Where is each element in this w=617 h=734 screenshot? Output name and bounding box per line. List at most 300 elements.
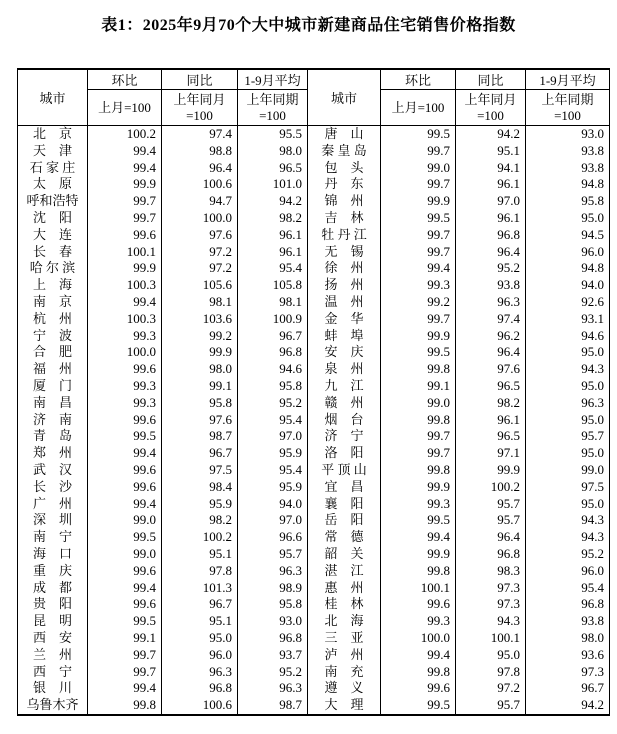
value-cell: 100.0 xyxy=(381,630,456,647)
value-cell: 96.0 xyxy=(526,563,610,580)
city-cell: 惠 州 xyxy=(308,580,381,597)
value-cell: 96.3 xyxy=(238,563,308,580)
subheader-yoy-line2: =100 xyxy=(477,107,504,123)
header-yoy-right: 同比 xyxy=(456,69,526,90)
city-cell: 牡 丹 江 xyxy=(308,227,381,244)
value-cell: 99.0 xyxy=(526,462,610,479)
subheader-yoy-line2: =100 xyxy=(186,107,213,123)
value-cell: 100.1 xyxy=(381,580,456,597)
value-cell: 95.9 xyxy=(238,445,308,462)
value-cell: 98.0 xyxy=(526,630,610,647)
value-cell: 96.7 xyxy=(238,328,308,345)
value-cell: 98.3 xyxy=(456,563,526,580)
value-cell: 99.6 xyxy=(88,479,162,496)
value-cell: 97.6 xyxy=(456,361,526,378)
value-cell: 97.4 xyxy=(162,126,238,143)
value-cell: 99.6 xyxy=(88,462,162,479)
value-cell: 95.4 xyxy=(238,412,308,429)
table-row xyxy=(18,680,610,697)
city-cell: 遵 义 xyxy=(308,680,381,697)
city-cell: 昆 明 xyxy=(18,613,88,630)
value-cell: 93.8 xyxy=(526,160,610,177)
value-cell: 92.6 xyxy=(526,294,610,311)
value-cell: 96.0 xyxy=(162,647,238,664)
subheader-avg-line2: =100 xyxy=(554,107,581,123)
value-cell: 94.1 xyxy=(456,160,526,177)
value-cell: 99.7 xyxy=(381,244,456,261)
value-cell: 96.2 xyxy=(456,328,526,345)
value-cell: 94.2 xyxy=(238,193,308,210)
city-cell: 烟 台 xyxy=(308,412,381,429)
value-cell: 96.7 xyxy=(162,445,238,462)
city-cell: 韶 关 xyxy=(308,546,381,563)
value-cell: 93.7 xyxy=(238,647,308,664)
subheader-avg-right xyxy=(526,90,610,126)
table-title: 表1：2025年9月70个大中城市新建商品住宅销售价格指数 xyxy=(101,17,516,34)
header-mom-right: 环比 xyxy=(381,69,456,90)
value-cell: 99.8 xyxy=(381,462,456,479)
table-row xyxy=(18,244,610,261)
value-cell: 94.3 xyxy=(526,529,610,546)
value-cell: 100.1 xyxy=(456,630,526,647)
value-cell: 94.0 xyxy=(526,277,610,294)
value-cell: 96.5 xyxy=(238,160,308,177)
value-cell: 96.8 xyxy=(162,680,238,697)
value-cell: 99.6 xyxy=(88,563,162,580)
value-cell: 99.5 xyxy=(381,126,456,143)
value-cell: 99.1 xyxy=(162,378,238,395)
city-cell: 赣 州 xyxy=(308,395,381,412)
value-cell: 96.7 xyxy=(526,680,610,697)
value-cell: 96.8 xyxy=(456,227,526,244)
value-cell: 103.6 xyxy=(162,311,238,328)
value-cell: 99.5 xyxy=(88,428,162,445)
value-cell: 97.5 xyxy=(162,462,238,479)
value-cell: 99.4 xyxy=(88,496,162,513)
city-cell: 南 充 xyxy=(308,664,381,681)
value-cell: 94.3 xyxy=(526,512,610,529)
value-cell: 95.2 xyxy=(238,664,308,681)
city-cell: 乌鲁木齐 xyxy=(18,697,88,715)
value-cell: 96.8 xyxy=(238,630,308,647)
value-cell: 99.3 xyxy=(88,378,162,395)
value-cell: 100.2 xyxy=(162,529,238,546)
value-cell: 95.7 xyxy=(238,546,308,563)
value-cell: 98.0 xyxy=(238,143,308,160)
value-cell: 99.5 xyxy=(381,697,456,715)
city-cell: 哈 尔 滨 xyxy=(18,260,88,277)
value-cell: 97.8 xyxy=(162,563,238,580)
value-cell: 99.1 xyxy=(381,378,456,395)
value-cell: 94.7 xyxy=(162,193,238,210)
value-cell: 99.9 xyxy=(456,462,526,479)
value-cell: 98.8 xyxy=(162,143,238,160)
table-row xyxy=(18,630,610,647)
city-cell: 杭 州 xyxy=(18,311,88,328)
value-cell: 99.4 xyxy=(88,680,162,697)
value-cell: 94.5 xyxy=(526,227,610,244)
value-cell: 95.7 xyxy=(456,512,526,529)
table-row xyxy=(18,210,610,227)
table-row xyxy=(18,529,610,546)
city-cell: 常 德 xyxy=(308,529,381,546)
city-cell: 南 京 xyxy=(18,294,88,311)
value-cell: 100.1 xyxy=(88,244,162,261)
value-cell: 95.0 xyxy=(162,630,238,647)
table-row xyxy=(18,445,610,462)
city-cell: 郑 州 xyxy=(18,445,88,462)
table-row xyxy=(18,311,610,328)
table-row xyxy=(18,596,610,613)
city-cell: 天 津 xyxy=(18,143,88,160)
value-cell: 100.2 xyxy=(88,126,162,143)
city-cell: 呼和浩特 xyxy=(18,193,88,210)
value-cell: 99.8 xyxy=(88,697,162,715)
table-row xyxy=(18,193,610,210)
value-cell: 96.1 xyxy=(456,176,526,193)
city-cell: 济 南 xyxy=(18,412,88,429)
value-cell: 99.6 xyxy=(381,680,456,697)
value-cell: 99.5 xyxy=(88,529,162,546)
value-cell: 99.7 xyxy=(381,311,456,328)
value-cell: 99.8 xyxy=(381,563,456,580)
city-cell: 重 庆 xyxy=(18,563,88,580)
value-cell: 95.1 xyxy=(162,546,238,563)
table-row xyxy=(18,126,610,143)
value-cell: 94.3 xyxy=(456,613,526,630)
value-cell: 95.8 xyxy=(238,378,308,395)
subheader-yoy-left xyxy=(162,90,238,126)
city-cell: 泉 州 xyxy=(308,361,381,378)
table-row xyxy=(18,563,610,580)
table-row xyxy=(18,227,610,244)
value-cell: 94.2 xyxy=(456,126,526,143)
value-cell: 98.7 xyxy=(162,428,238,445)
city-cell: 银 川 xyxy=(18,680,88,697)
value-cell: 99.8 xyxy=(381,361,456,378)
value-cell: 97.6 xyxy=(162,227,238,244)
value-cell: 99.9 xyxy=(162,344,238,361)
value-cell: 99.0 xyxy=(381,160,456,177)
value-cell: 100.9 xyxy=(238,311,308,328)
city-cell: 洛 阳 xyxy=(308,445,381,462)
city-cell: 泸 州 xyxy=(308,647,381,664)
city-cell: 海 口 xyxy=(18,546,88,563)
city-cell: 沈 阳 xyxy=(18,210,88,227)
value-cell: 95.0 xyxy=(526,496,610,513)
value-cell: 99.3 xyxy=(381,277,456,294)
table-row xyxy=(18,613,610,630)
city-cell: 岳 阳 xyxy=(308,512,381,529)
value-cell: 95.8 xyxy=(238,596,308,613)
subheader-avg-line1: 上年同期 xyxy=(246,92,299,108)
value-cell: 95.9 xyxy=(162,496,238,513)
value-cell: 96.1 xyxy=(238,227,308,244)
value-cell: 98.7 xyxy=(238,697,308,715)
table-row xyxy=(18,546,610,563)
table-row xyxy=(18,647,610,664)
table-row xyxy=(18,697,610,715)
city-cell: 贵 阳 xyxy=(18,596,88,613)
value-cell: 95.7 xyxy=(526,428,610,445)
value-cell: 99.2 xyxy=(162,328,238,345)
table-row xyxy=(18,378,610,395)
value-cell: 95.1 xyxy=(456,143,526,160)
value-cell: 99.7 xyxy=(88,210,162,227)
value-cell: 93.1 xyxy=(526,311,610,328)
price-index-table xyxy=(17,68,610,716)
subheader-mom-left: 上月=100 xyxy=(88,90,162,126)
city-cell: 合 肥 xyxy=(18,344,88,361)
table-row xyxy=(18,428,610,445)
table-row xyxy=(18,328,610,345)
value-cell: 96.8 xyxy=(238,344,308,361)
city-cell: 广 州 xyxy=(18,496,88,513)
city-cell: 锦 州 xyxy=(308,193,381,210)
value-cell: 99.4 xyxy=(381,260,456,277)
value-cell: 98.2 xyxy=(456,395,526,412)
table-row xyxy=(18,479,610,496)
value-cell: 99.4 xyxy=(88,294,162,311)
value-cell: 99.9 xyxy=(88,176,162,193)
value-cell: 99.9 xyxy=(381,479,456,496)
value-cell: 96.3 xyxy=(526,395,610,412)
city-cell: 襄 阳 xyxy=(308,496,381,513)
city-cell: 西 安 xyxy=(18,630,88,647)
subheader-avg-line1: 上年同期 xyxy=(541,92,594,108)
value-cell: 98.9 xyxy=(238,580,308,597)
value-cell: 100.6 xyxy=(162,176,238,193)
value-cell: 96.4 xyxy=(456,529,526,546)
value-cell: 97.6 xyxy=(162,412,238,429)
value-cell: 99.7 xyxy=(88,647,162,664)
city-cell: 湛 江 xyxy=(308,563,381,580)
value-cell: 98.1 xyxy=(238,294,308,311)
value-cell: 95.4 xyxy=(238,260,308,277)
value-cell: 95.5 xyxy=(238,126,308,143)
city-cell: 福 州 xyxy=(18,361,88,378)
city-cell: 丹 东 xyxy=(308,176,381,193)
value-cell: 100.3 xyxy=(88,311,162,328)
value-cell: 97.4 xyxy=(456,311,526,328)
value-cell: 95.1 xyxy=(162,613,238,630)
city-cell: 南 宁 xyxy=(18,529,88,546)
table-row xyxy=(18,580,610,597)
header-yoy-left: 同比 xyxy=(162,69,238,90)
value-cell: 98.1 xyxy=(162,294,238,311)
city-cell: 厦 门 xyxy=(18,378,88,395)
value-cell: 99.4 xyxy=(381,647,456,664)
table-header xyxy=(18,69,610,126)
value-cell: 100.6 xyxy=(162,697,238,715)
value-cell: 96.1 xyxy=(238,244,308,261)
subheader-mom-right: 上月=100 xyxy=(381,90,456,126)
value-cell: 95.7 xyxy=(456,697,526,715)
table-row xyxy=(18,496,610,513)
header-mom-left: 环比 xyxy=(88,69,162,90)
city-cell: 桂 林 xyxy=(308,596,381,613)
value-cell: 93.0 xyxy=(238,613,308,630)
subheader-yoy-line1: 上年同月 xyxy=(464,92,517,108)
city-cell: 上 海 xyxy=(18,277,88,294)
city-cell: 北 京 xyxy=(18,126,88,143)
table-row xyxy=(18,344,610,361)
value-cell: 95.0 xyxy=(526,445,610,462)
city-cell: 安 庆 xyxy=(308,344,381,361)
value-cell: 99.5 xyxy=(381,344,456,361)
city-cell: 大 理 xyxy=(308,697,381,715)
value-cell: 99.3 xyxy=(88,328,162,345)
city-cell: 吉 林 xyxy=(308,210,381,227)
table-row xyxy=(18,395,610,412)
value-cell: 93.8 xyxy=(526,143,610,160)
value-cell: 99.5 xyxy=(381,210,456,227)
value-cell: 93.6 xyxy=(526,647,610,664)
value-cell: 99.3 xyxy=(381,613,456,630)
value-cell: 95.4 xyxy=(238,462,308,479)
value-cell: 95.0 xyxy=(526,412,610,429)
value-cell: 97.0 xyxy=(238,512,308,529)
value-cell: 96.3 xyxy=(238,680,308,697)
value-cell: 99.7 xyxy=(88,664,162,681)
city-cell: 南 昌 xyxy=(18,395,88,412)
value-cell: 95.0 xyxy=(526,210,610,227)
value-cell: 97.2 xyxy=(162,260,238,277)
value-cell: 101.3 xyxy=(162,580,238,597)
table-row xyxy=(18,143,610,160)
table-row xyxy=(18,160,610,177)
value-cell: 99.7 xyxy=(381,227,456,244)
value-cell: 94.2 xyxy=(526,697,610,715)
value-cell: 94.0 xyxy=(238,496,308,513)
value-cell: 99.4 xyxy=(88,445,162,462)
value-cell: 95.7 xyxy=(456,496,526,513)
value-cell: 99.0 xyxy=(381,395,456,412)
value-cell: 96.3 xyxy=(456,294,526,311)
value-cell: 99.4 xyxy=(88,143,162,160)
value-cell: 99.9 xyxy=(381,193,456,210)
city-cell: 三 亚 xyxy=(308,630,381,647)
city-cell: 扬 州 xyxy=(308,277,381,294)
value-cell: 95.8 xyxy=(162,395,238,412)
value-cell: 105.8 xyxy=(238,277,308,294)
city-cell: 平 顶 山 xyxy=(308,462,381,479)
value-cell: 96.1 xyxy=(456,210,526,227)
value-cell: 101.0 xyxy=(238,176,308,193)
city-cell: 唐 山 xyxy=(308,126,381,143)
value-cell: 99.1 xyxy=(88,630,162,647)
value-cell: 96.3 xyxy=(162,664,238,681)
header-avg-left: 1-9月平均 xyxy=(238,69,308,90)
value-cell: 96.5 xyxy=(456,378,526,395)
city-cell: 成 都 xyxy=(18,580,88,597)
city-cell: 武 汉 xyxy=(18,462,88,479)
value-cell: 99.4 xyxy=(88,580,162,597)
value-cell: 94.6 xyxy=(238,361,308,378)
value-cell: 99.2 xyxy=(381,294,456,311)
value-cell: 99.9 xyxy=(88,260,162,277)
value-cell: 96.1 xyxy=(456,412,526,429)
value-cell: 100.2 xyxy=(456,479,526,496)
header-city-right: 城市 xyxy=(308,69,381,126)
city-cell: 长 沙 xyxy=(18,479,88,496)
value-cell: 97.3 xyxy=(456,596,526,613)
city-cell: 宁 波 xyxy=(18,328,88,345)
city-cell: 太 原 xyxy=(18,176,88,193)
city-cell: 温 州 xyxy=(308,294,381,311)
city-cell: 深 圳 xyxy=(18,512,88,529)
table-row xyxy=(18,664,610,681)
city-cell: 金 华 xyxy=(308,311,381,328)
city-cell: 大 连 xyxy=(18,227,88,244)
value-cell: 96.5 xyxy=(456,428,526,445)
value-cell: 99.4 xyxy=(381,529,456,546)
table-body xyxy=(18,126,610,715)
city-cell: 秦 皇 岛 xyxy=(308,143,381,160)
value-cell: 97.1 xyxy=(456,445,526,462)
value-cell: 93.8 xyxy=(456,277,526,294)
value-cell: 98.2 xyxy=(162,512,238,529)
value-cell: 99.3 xyxy=(381,496,456,513)
value-cell: 95.2 xyxy=(238,395,308,412)
table-row xyxy=(18,277,610,294)
value-cell: 97.0 xyxy=(456,193,526,210)
table-row xyxy=(18,260,610,277)
value-cell: 97.2 xyxy=(456,680,526,697)
value-cell: 99.5 xyxy=(88,613,162,630)
subheader-yoy-line1: 上年同月 xyxy=(173,92,226,108)
value-cell: 99.6 xyxy=(88,412,162,429)
table-row xyxy=(18,462,610,479)
value-cell: 97.2 xyxy=(162,244,238,261)
value-cell: 97.3 xyxy=(456,580,526,597)
city-cell: 包 头 xyxy=(308,160,381,177)
value-cell: 93.0 xyxy=(526,126,610,143)
value-cell: 99.7 xyxy=(88,193,162,210)
value-cell: 99.8 xyxy=(381,664,456,681)
city-cell: 青 岛 xyxy=(18,428,88,445)
value-cell: 97.3 xyxy=(526,664,610,681)
value-cell: 96.7 xyxy=(162,596,238,613)
value-cell: 95.2 xyxy=(526,546,610,563)
value-cell: 98.2 xyxy=(238,210,308,227)
value-cell: 93.8 xyxy=(526,613,610,630)
table-row xyxy=(18,176,610,193)
value-cell: 97.0 xyxy=(238,428,308,445)
value-cell: 95.0 xyxy=(456,647,526,664)
value-cell: 96.4 xyxy=(456,344,526,361)
city-cell: 长 春 xyxy=(18,244,88,261)
header-city-left: 城市 xyxy=(18,69,88,126)
subheader-yoy-right xyxy=(456,90,526,126)
subheader-avg-left xyxy=(238,90,308,126)
city-cell: 蚌 埠 xyxy=(308,328,381,345)
city-cell: 徐 州 xyxy=(308,260,381,277)
value-cell: 99.9 xyxy=(381,546,456,563)
value-cell: 99.9 xyxy=(381,328,456,345)
value-cell: 100.0 xyxy=(88,344,162,361)
value-cell: 96.8 xyxy=(526,596,610,613)
value-cell: 100.0 xyxy=(162,210,238,227)
city-cell: 兰 州 xyxy=(18,647,88,664)
city-cell: 济 宁 xyxy=(308,428,381,445)
value-cell: 99.6 xyxy=(88,227,162,244)
city-cell: 北 海 xyxy=(308,613,381,630)
value-cell: 95.2 xyxy=(456,260,526,277)
value-cell: 105.6 xyxy=(162,277,238,294)
value-cell: 98.0 xyxy=(162,361,238,378)
value-cell: 94.3 xyxy=(526,361,610,378)
